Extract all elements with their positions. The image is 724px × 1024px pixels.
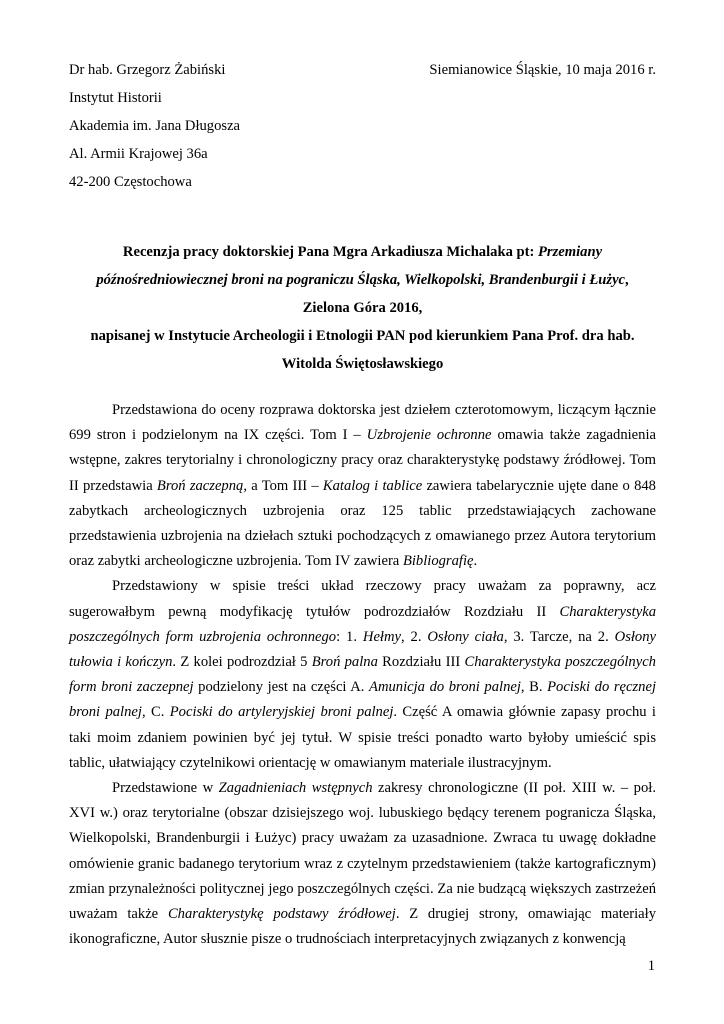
author-university: Akademia im. Jana Długosza [69,118,241,134]
author-institute: Instytut Historii [69,90,162,106]
body-paragraph-1: Przedstawiona do oceny rozprawa doktorska jest dziełem czterotomowym, liczącym łącznie 699 stron i podzielonym na IX części. Tom I – Uzbrojenie ochronne omawia także zagadnienia wstępne, zakres terytorialny i chronologiczny pracy oraz charakterystykę podstawy źródłowej. Tom II przedstawia Broń zaczepną, a Tom III – Katalog i tablice zawiera tabelarycznie ujęte dane o 848 zabytkach archeologicznych uzbrojenia oraz 125 tablic przedstawiających zachowane przedstawienia uzbrojenia na dziełach sztuki pochodzących z omawianego przez Autora terytorium oraz zabytki archeologiczne uzbrojenia. Tom IV zawiera Bibliografię. [69,402,656,570]
title-line-2: późnośredniowiecznej broni na pograniczu Śląska, Wielkopolski, Brandenburgii i Łużyc, [96,272,629,288]
body-paragraph-3: Przedstawione w Zagadnieniach wstępnych zakresy chronologiczne (II poł. XIII w. – poł. XVI w.) oraz terytorialne (obszar dzisiejszego woj. lubuskiego będący terenem pogranicza Śląska, Wielkopolski, Brandenburgii i Łużyc) pracy uważam za uzasadnione. Zwraca tu uwagę dokładne omówienie granic badanego terytorium wraz z czytelnym przedstawieniem (także kartograficznym) zmian przynależności politycznej jego poszczególnych części. Za nie budzącą większych zastrzeżeń uważam także Charakterystykę podstawy źródłowej. Z drugiej strony, omawiając materiały ikonograficzne, Autor słusznie pisze o trudnościach interpretacyjnych związanych z konwencją [69,780,657,948]
page-number: 1 [647,958,655,975]
review-body [69,398,656,952]
title-line-5: Witolda Świętosławskiego [281,356,444,372]
author-postal-city: 42-200 Częstochowa [69,174,192,190]
review-title [69,238,656,378]
author-street-address: Al. Armii Krajowej 36a [69,146,208,162]
author-address-block [69,56,240,196]
body-paragraph-2: Przedstawiony w spisie treści układ rzeczowy pracy uważam za poprawny, acz sugerowałbym pewną modyfikację tytułów podrozdziałów Rozdziału II Charakterystyka poszczególnych form uzbrojenia ochronnego: 1. Hełmy, 2. Osłony ciała, 3. Tarcze, na 2. Osłony tułowia i kończyn. Z kolei podrozdział 5 Broń palna Rozdziału III Charakterystyka poszczególnych form broni zaczepnej podzielony jest na części A. Amunicja do broni palnej, B. Pociski do ręcznej broni palnej, C. Pociski do artyleryjskiej broni palnej. Część A omawia głównie zapasy prochu i taki moim zdaniem powinien być jej tytuł. W spisie treści ponadto warto byłoby umieścić spis tablic, ułatwiający czytelnikowi orientację w omawianym materiale ilustracyjnym. [69,578,657,771]
title-line-4: napisanej w Instytucie Archeologii i Etnologii PAN pod kierunkiem Pana Prof. dra hab. [90,328,635,344]
title-line-1: Recenzja pracy doktorskiej Pana Mgra Arkadiusza Michalaka pt: Przemiany [122,244,603,260]
title-line-3: Zielona Góra 2016, [302,300,423,316]
letterhead [69,56,656,196]
author-name: Dr hab. Grzegorz Żabiński [69,62,226,78]
place-date: Siemianowice Śląskie, 10 maja 2016 r. [429,62,656,78]
